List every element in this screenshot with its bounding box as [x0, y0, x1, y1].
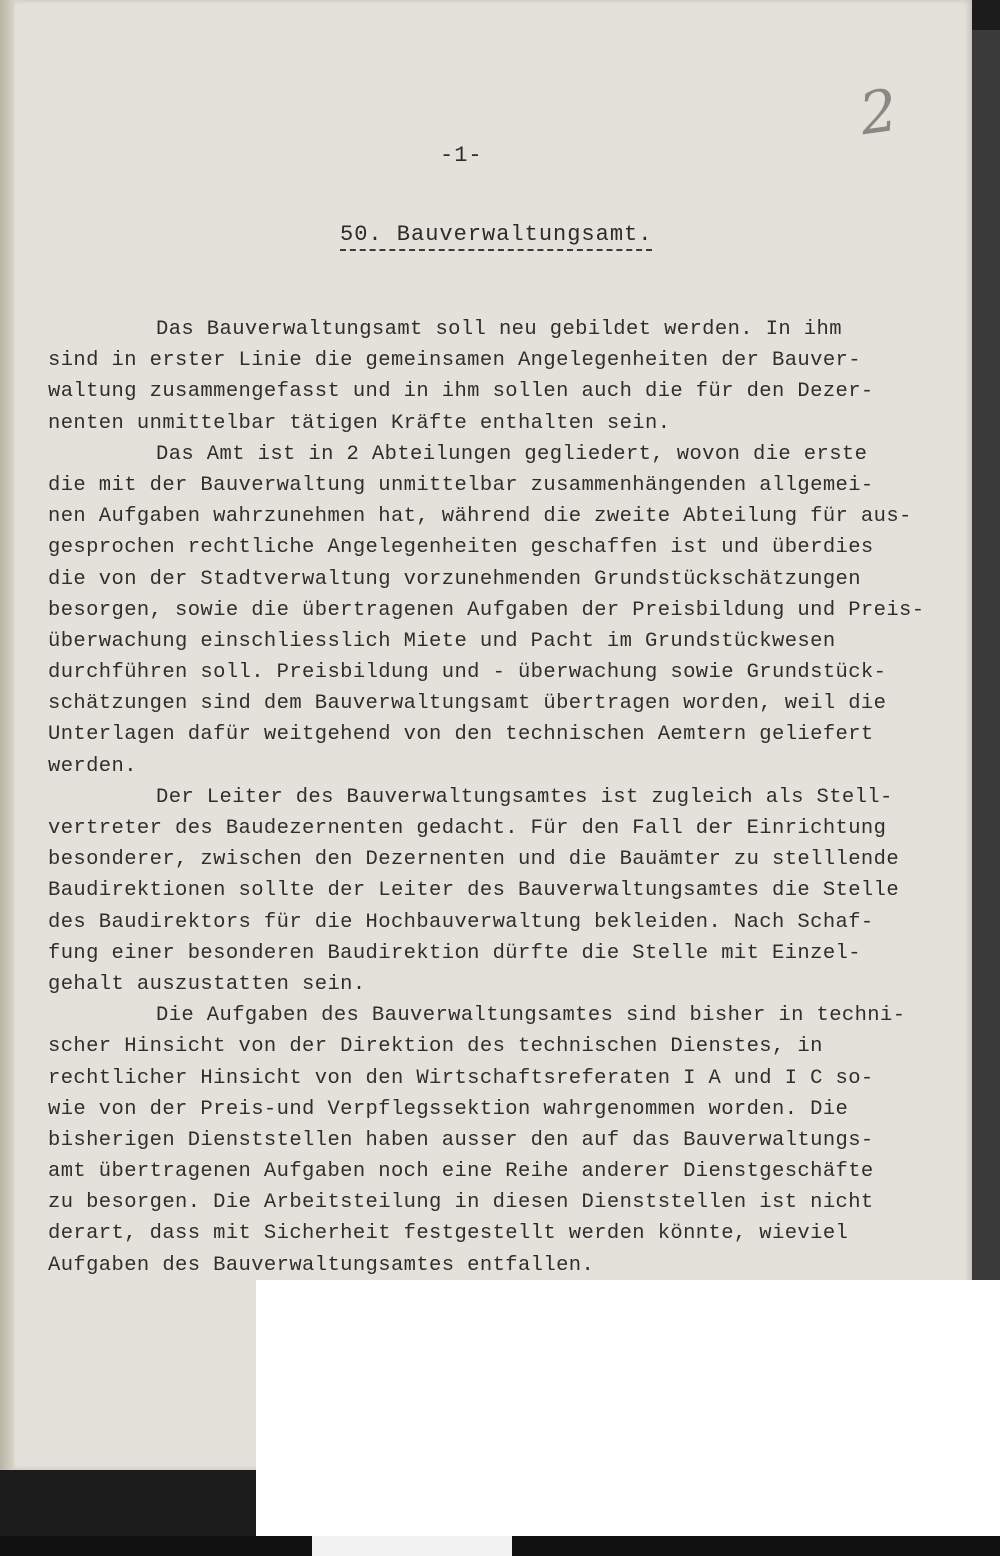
- text-line: bisherigen Dienststellen haben ausser den auf das Bauverwaltungs-: [48, 1128, 874, 1152]
- text-line: besonderer, zwischen den Dezernenten und die Bauämter zu stelllende: [48, 848, 900, 872]
- text-line: Der Leiter des Bauverwaltungsamtes ist zugleich als Stell-: [156, 785, 893, 809]
- text-line: vertreter des Baudezernenten gedacht. Für den Fall der Einrichtung: [48, 817, 887, 840]
- text-line: Baudirektionen sollte der Leiter des Bauverwaltungsamtes die Stelle: [48, 879, 900, 903]
- text-line: Das Amt ist in 2 Abteilungen gegliedert, wovon die erste: [156, 442, 868, 466]
- text-line: sind in erster Linie die gemeinsamen Angelegenheiten der Bauver-: [48, 349, 861, 373]
- body-text: [48, 314, 948, 1281]
- text-line: überwachung einschliesslich Miete und Pacht im Grundstückwesen: [48, 629, 836, 653]
- text-line: rechtlicher Hinsicht von den Wirtschaftsreferaten I A und I C so-: [48, 1066, 874, 1090]
- text-line: zu besorgen. Die Arbeitsteilung in diesen Dienststellen ist nicht: [48, 1191, 874, 1215]
- page-number: -1-: [440, 143, 483, 168]
- handwritten-page-mark: 2: [855, 75, 902, 149]
- page-edge: [0, 0, 14, 1470]
- scan-bottom-dark-segment: [768, 1536, 1000, 1556]
- scan-bottom-dark-segment: [256, 1536, 312, 1556]
- text-line: Das Bauverwaltungsamt soll neu gebildet werden. In ihm: [156, 318, 842, 341]
- text-line: nen Aufgaben wahrzunehmen hat, während die zweite Abteilung für aus-: [48, 505, 912, 529]
- text-line: wie von der Preis-und Verpflegssektion wahrgenommen worden. Die: [48, 1097, 849, 1121]
- text-line: die mit der Bauverwaltung unmittelbar zusammenhängenden allgemei-: [48, 473, 874, 497]
- text-line: Aufgaben des Bauverwaltungsamtes entfallen.: [48, 1253, 595, 1277]
- scan-bottom-light-segment: [312, 1536, 512, 1556]
- text-line: nenten unmittelbar tätigen Kräfte enthalten sein.: [48, 411, 671, 435]
- section-title: 50. Bauverwaltungsamt.: [340, 222, 652, 251]
- text-line: durchführen soll. Preisbildung und - überwachung sowie Grundstück-: [48, 661, 887, 685]
- text-line: derart, dass mit Sicherheit festgestellt werden könnte, wieviel: [48, 1222, 849, 1246]
- text-line: die von der Stadtverwaltung vorzunehmenden Grundstückschätzungen: [48, 567, 861, 591]
- text-line: amt übertragenen Aufgaben noch eine Reihe anderer Dienstgeschäfte: [48, 1160, 874, 1184]
- text-line: schätzungen sind dem Bauverwaltungsamt übertragen worden, weil die: [48, 692, 887, 716]
- text-line: waltung zusammengefasst und in ihm sollen auch die für den Dezer-: [48, 380, 874, 404]
- text-line: besorgen, sowie die übertragenen Aufgaben der Preisbildung und Preis-: [48, 598, 925, 622]
- text-line: des Baudirektors für die Hochbauverwaltung bekleiden. Nach Schaf-: [48, 910, 874, 934]
- text-line: gesprochen rechtliche Angelegenheiten geschaffen ist und überdies: [48, 536, 874, 560]
- text-line: scher Hinsicht von der Direktion des technischen Dienstes, in: [48, 1035, 823, 1059]
- redaction-block: [256, 1280, 1000, 1556]
- scan-border: [972, 30, 1000, 1470]
- text-line: Unterlagen dafür weitgehend von den technischen Aemtern geliefert: [48, 723, 874, 747]
- text-line: gehalt auszustatten sein.: [48, 972, 366, 996]
- text-line: Die Aufgaben des Bauverwaltungsamtes sind bisher in techni-: [156, 1004, 906, 1028]
- text-line: fung einer besonderen Baudirektion dürfte die Stelle mit Einzel-: [48, 941, 861, 965]
- text-line: werden.: [48, 754, 137, 778]
